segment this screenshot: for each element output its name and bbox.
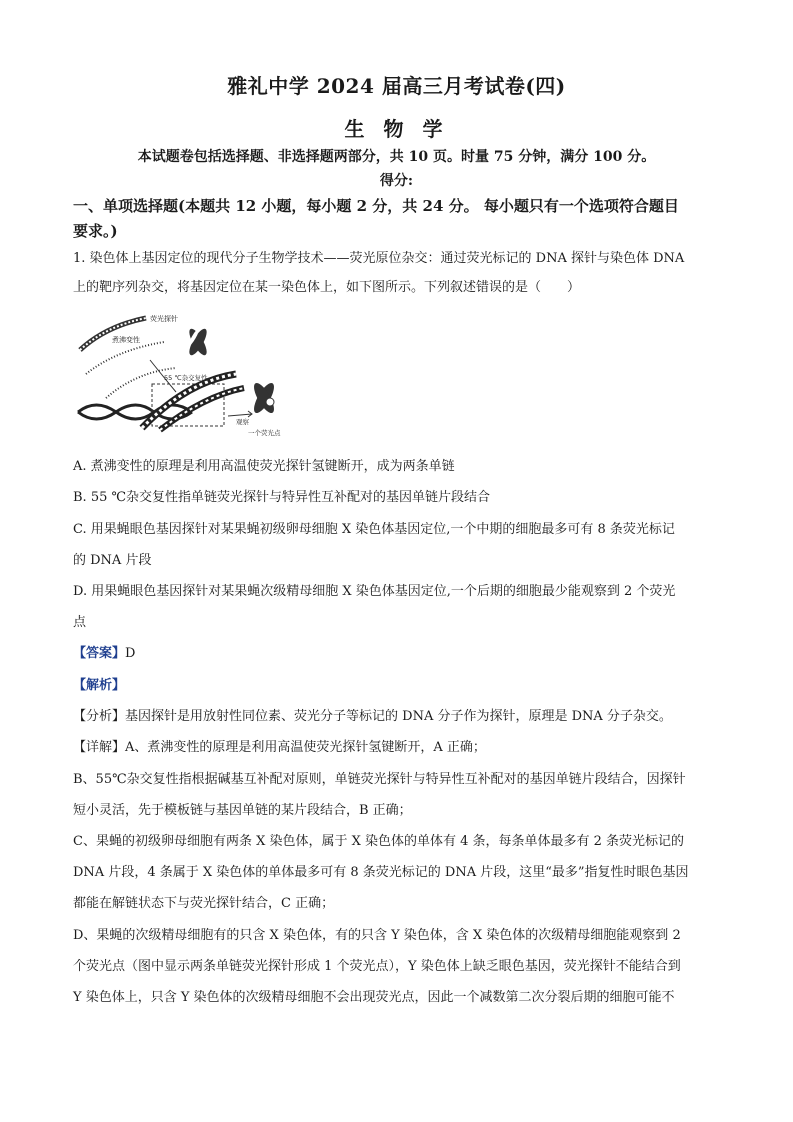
option-d-line1: D. 用果蝇眼色基因探针对某果蝇次级精母细胞 X 染色体基因定位,一个后期的细胞最少能观察到 2 个荧光: [73, 584, 676, 599]
detail-b-line1: B、55℃杂交复性指根据碱基互补配对原则，单链荧光探针与特异性互补配对的基因单链片段结合，因探针: [73, 772, 686, 787]
analysis-line: [73, 677, 723, 695]
option-d-line2: 点: [73, 615, 87, 630]
label-probe: 荧光探针: [150, 315, 178, 323]
label-spot: 一个荧光点: [248, 429, 281, 437]
exam-instructions: 本试题卷包括选择题、非选择题两部分，共 10 页。时量 75 分钟，满分 100 分。: [137, 149, 656, 165]
option-b: B. 55 ℃杂交复性指单链荧光探针与特异性互补配对的基因单链片段结合: [73, 490, 491, 505]
label-observe: 观察: [236, 418, 249, 426]
fish-diagram: [76, 312, 296, 438]
option-c-line1: C. 用果蝇眼色基因探针对某果蝇初级卵母细胞 X 染色体基因定位,一个中期的细胞最多可有 8 条荧光标记: [73, 522, 675, 537]
score-label: 得分:: [379, 173, 414, 189]
detail-a: A、煮沸变性的原理是利用高温使荧光探针氢键断开，A 正确；: [125, 740, 486, 755]
subject-title: 生 物 学: [344, 117, 449, 141]
option-a: A. 煮沸变性的原理是利用高温使荧光探针氢键断开，成为两条单链: [73, 459, 455, 474]
fenxi-tag: 【分析】: [73, 709, 126, 724]
fenxi-line: [73, 708, 723, 726]
question-stem-line2: 上的靶序列杂交，将基因定位在某一染色体上，如下图所示。下列叙述错误的是（ ）: [73, 280, 581, 295]
answer-value: D: [125, 646, 136, 661]
detail-d-line1: D、果蝇的次级精母细胞有的只含 X 染色体，有的只含 Y 染色体，含 X 染色体的次级精母细胞能观察到 2: [73, 928, 681, 943]
detail-c-line2: DNA 片段，4 条属于 X 染色体的单体最多可有 8 条荧光标记的 DNA 片段，这里“最多”指复性时眼色基因: [73, 865, 689, 880]
answer-line: [73, 645, 723, 663]
analysis-tag: 【解析】: [73, 678, 126, 693]
label-denature: 煮沸变性: [112, 336, 140, 344]
detail-d-line2: 个荧光点（图中显示两条单链荧光探针形成 1 个荧光点），Y 染色体上缺乏眼色基因，荧光探针不能结合到: [73, 959, 681, 974]
section-heading-line2: 要求。): [73, 222, 118, 240]
exam-title: 雅礼中学 2024 届高三月考试卷(四): [227, 74, 566, 98]
detail-b-line2: 短小灵活，先于模板链与基因单链的某片段结合，B 正确；: [73, 803, 412, 818]
fenxi-text: 基因探针是用放射性同位素、荧光分子等标记的 DNA 分子作为探针，原理是 DNA 分子杂交。: [125, 709, 672, 724]
detail-c-line3: 都能在解链状态下与荧光探针结合，C 正确；: [73, 896, 335, 911]
label-renature: 55 ℃杂交复性: [164, 374, 208, 382]
xiangjie-line: [73, 739, 723, 757]
option-c-line2: 的 DNA 片段: [73, 553, 152, 568]
detail-c-line1: C、果蝇的初级卵母细胞有两条 X 染色体，属于 X 染色体的单体有 4 条，每条单体最多有 2 条荧光标记的: [73, 834, 685, 849]
answer-tag: 【答案】: [73, 646, 126, 661]
question-stem-line1: 1. 染色体上基因定位的现代分子生物学技术——荧光原位杂交：通过荧光标记的 DNA 探针与染色体 DNA: [73, 251, 685, 266]
xiangjie-tag: 【详解】: [73, 740, 126, 755]
section-heading-line1: 一、单项选择题(本题共 12 小题，每小题 2 分，共 24 分。 每小题只有一个选项符合题目: [73, 197, 679, 215]
detail-d-line3: Y 染色体上，只含 Y 染色体的次级精母细胞不会出现荧光点，因此一个减数第二次分裂后期的细胞可能不: [73, 990, 675, 1005]
